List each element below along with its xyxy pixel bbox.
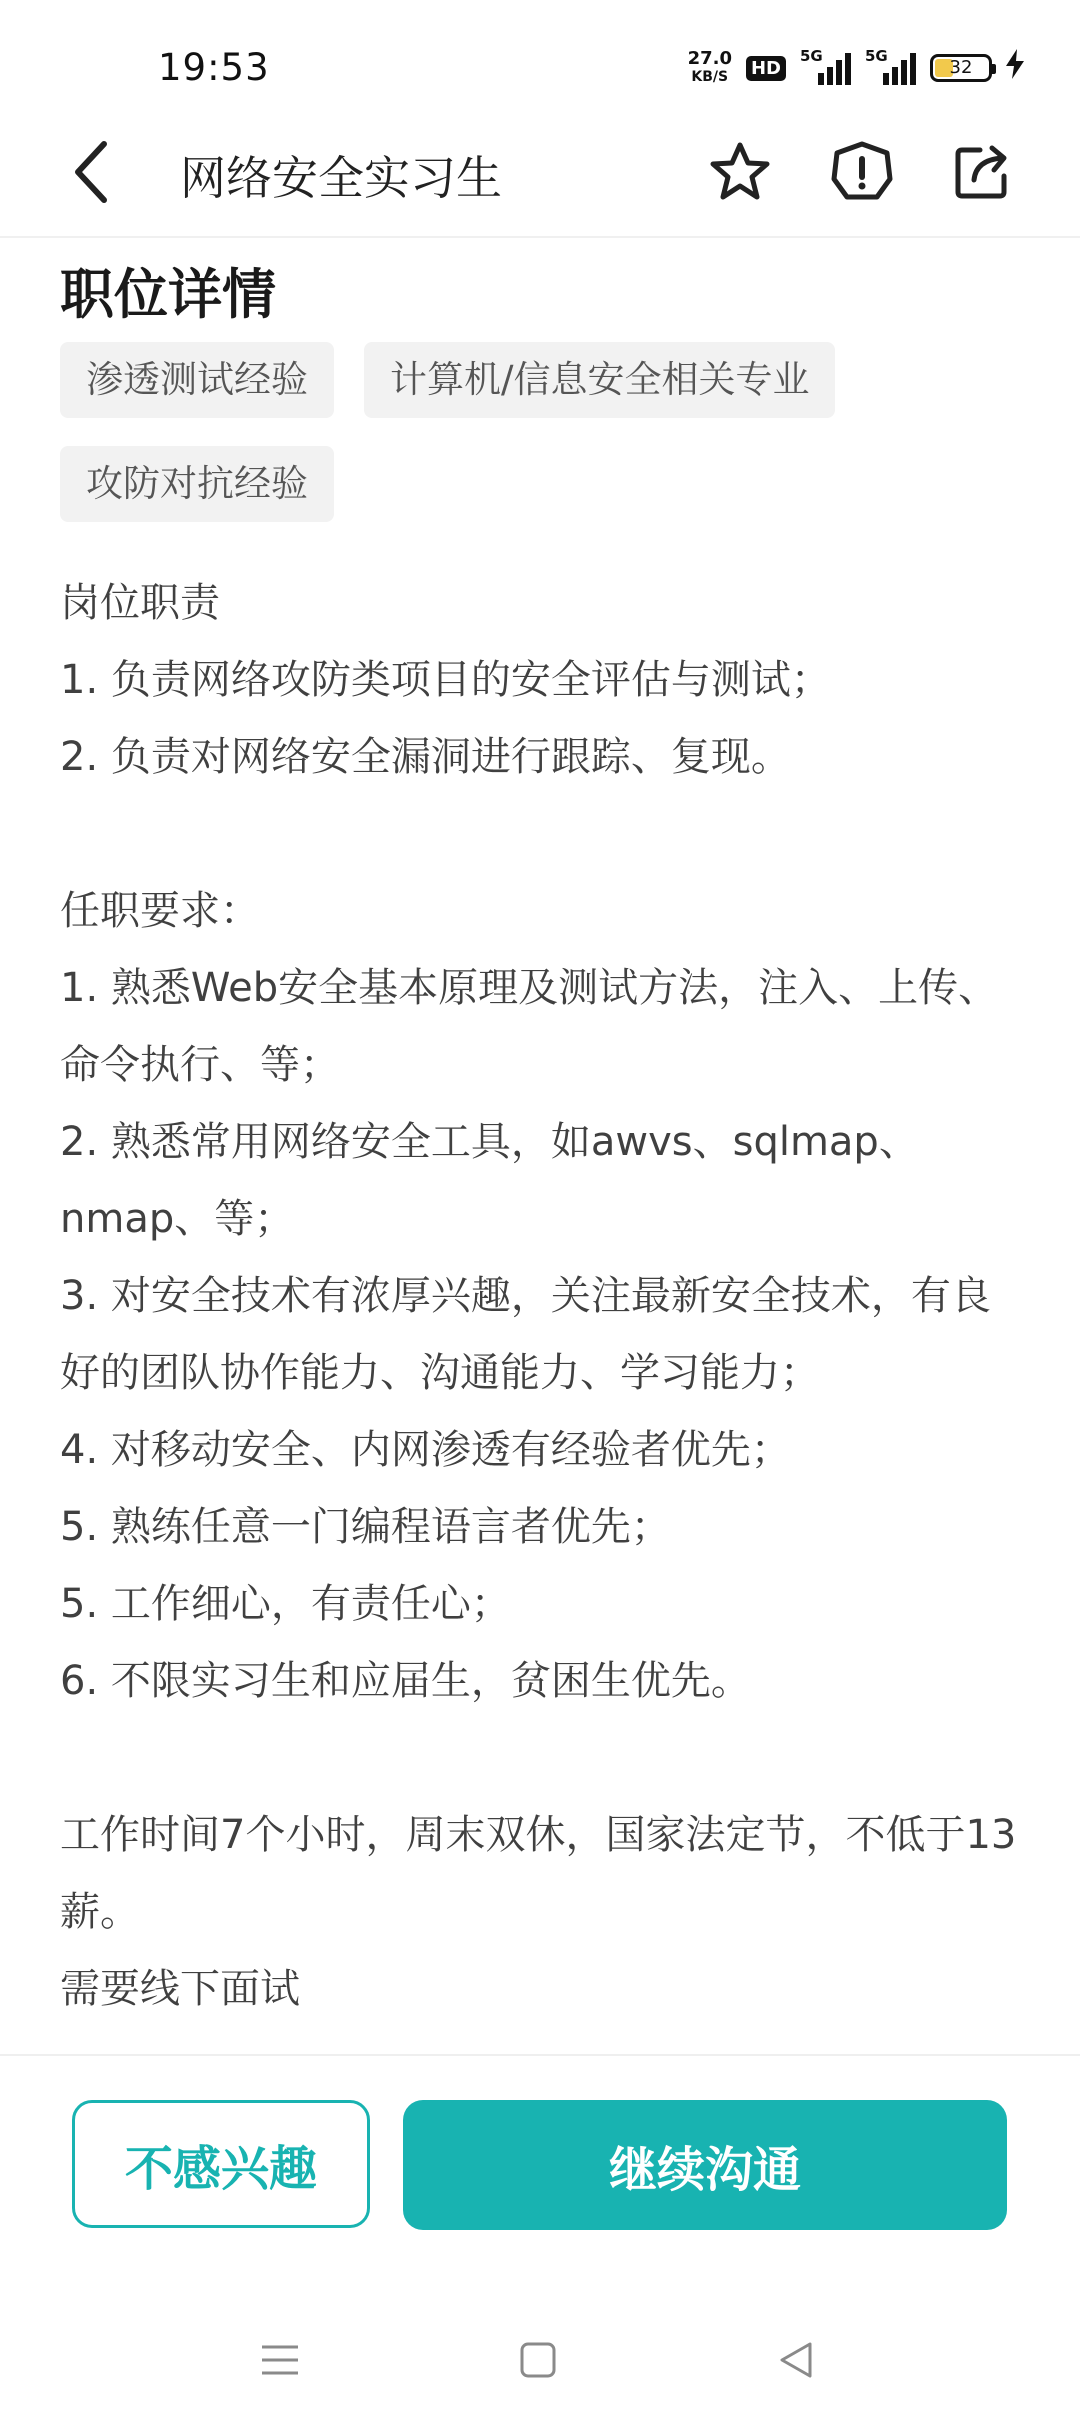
job-description: 岗位职责 1. 负责网络攻防类项目的安全评估与测试； 2. 负责对网络安全漏洞进行跟踪、复现。 任职要求： 1. 熟悉Web安全基本原理及测试方法，注入、上传、命令执行、等； 2. 熟悉常用网络安全工具，如awvs、sqlmap、nmap、等； 3. 对安全技术有浓厚兴趣，关注最新安全技术，有良好的团队协作能力、沟通能力、学习能力； 4. 对移动安全、内网渗透有经验者优先； 5. 熟练任意一门编程语言者优先； 5. 工作细心，有责任心； 6. 不限实习生和应届生，贫困生优先。 工作时间7个小时，周末双休，国家法定节，不低于13薪。 需要线下面试 <box>60 580 1017 2012</box>
chevron-left-icon <box>62 132 132 212</box>
share-icon <box>950 140 1014 204</box>
hd-voice-icon: HD <box>746 56 786 81</box>
signal-icon <box>865 47 916 85</box>
signal-icon <box>800 47 851 85</box>
network-speed-unit: KB/S <box>691 69 729 85</box>
not-interested-button[interactable]: 不感兴趣 <box>72 2100 370 2228</box>
menu-nav-button[interactable] <box>250 2330 310 2390</box>
page-title: 网络安全实习生 <box>180 151 502 205</box>
alert-circle-icon <box>829 139 895 205</box>
section-title: 职位详情 <box>60 263 276 326</box>
menu-icon <box>258 2338 302 2382</box>
share-button[interactable] <box>940 130 1024 214</box>
signal-label: 5G <box>865 47 888 65</box>
job-tags <box>60 342 1020 522</box>
battery-percent: 32 <box>949 57 973 78</box>
system-nav-bar <box>0 2300 1080 2412</box>
signal-label: 5G <box>800 47 823 65</box>
square-icon <box>516 2338 560 2382</box>
back-button[interactable] <box>62 132 132 212</box>
divider <box>0 2054 1080 2056</box>
network-speed <box>688 50 732 86</box>
battery-icon <box>930 54 992 82</box>
back-nav-button[interactable] <box>766 2330 826 2390</box>
star-icon <box>708 140 772 204</box>
network-speed-value: 27.0 <box>687 48 732 69</box>
status-time: 19:53 <box>158 46 270 89</box>
app-header <box>0 110 1080 238</box>
triangle-back-icon <box>774 2338 818 2382</box>
job-tag: 攻防对抗经验 <box>60 446 334 522</box>
favorite-button[interactable] <box>698 130 782 214</box>
continue-chat-button[interactable]: 继续沟通 <box>403 2100 1007 2230</box>
job-tag: 渗透测试经验 <box>60 342 334 418</box>
status-icons <box>688 46 1024 90</box>
bolt-icon <box>1006 49 1024 87</box>
report-button[interactable] <box>820 130 904 214</box>
home-nav-button[interactable] <box>508 2330 568 2390</box>
job-tag: 计算机/信息安全相关专业 <box>364 342 835 418</box>
